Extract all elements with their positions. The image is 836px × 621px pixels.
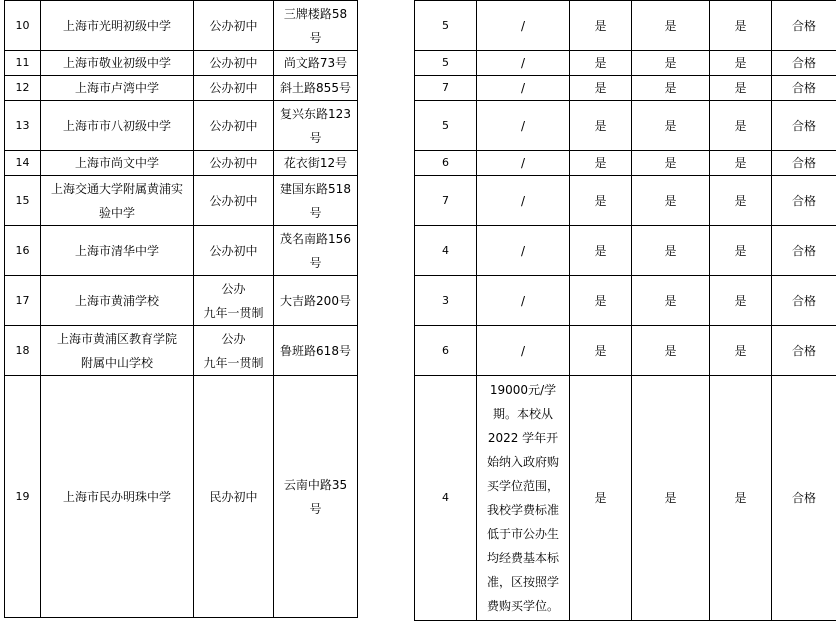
address-cell: 云南中路35 号 (274, 376, 358, 618)
check-cell: 是 (632, 1, 710, 51)
school-type-cell: 公办初中 (194, 176, 274, 226)
class-count-cell: 5 (415, 1, 477, 51)
table-row (415, 326, 836, 376)
table-row (415, 151, 836, 176)
fee-cell: / (477, 226, 570, 276)
row-number-cell: 13 (5, 101, 41, 151)
class-count-cell: 4 (415, 226, 477, 276)
school-type-cell: 公办初中 (194, 51, 274, 76)
result-cell: 合格 (772, 51, 836, 76)
address-cell: 三牌楼路58 号 (274, 1, 358, 51)
table-row (5, 76, 358, 101)
check-cell: 是 (632, 51, 710, 76)
school-name-cell: 上海市黄浦学校 (41, 276, 194, 326)
check-cell: 是 (710, 226, 772, 276)
row-number-cell: 19 (5, 376, 41, 618)
fee-cell: / (477, 76, 570, 101)
check-cell: 是 (710, 326, 772, 376)
check-cell: 是 (710, 101, 772, 151)
address-cell: 茂名南路156 号 (274, 226, 358, 276)
check-cell: 是 (570, 376, 632, 621)
fee-cell: / (477, 176, 570, 226)
class-count-cell: 5 (415, 101, 477, 151)
check-cell: 是 (632, 176, 710, 226)
table-row (415, 176, 836, 226)
address-cell: 复兴东路123 号 (274, 101, 358, 151)
table-row (5, 101, 358, 151)
row-number-cell: 12 (5, 76, 41, 101)
check-cell: 是 (710, 151, 772, 176)
table-row (5, 176, 358, 226)
check-cell: 是 (710, 1, 772, 51)
fee-cell: / (477, 276, 570, 326)
check-cell: 是 (710, 276, 772, 326)
table-row (415, 76, 836, 101)
school-type-cell: 公办初中 (194, 76, 274, 101)
check-cell: 是 (632, 326, 710, 376)
check-cell: 是 (632, 376, 710, 621)
check-cell: 是 (710, 376, 772, 621)
table-row (5, 151, 358, 176)
check-cell: 是 (710, 51, 772, 76)
table-row (415, 51, 836, 76)
school-type-cell: 民办初中 (194, 376, 274, 618)
school-name-cell: 上海市黄浦区教育学院 附属中山学校 (41, 326, 194, 376)
table-row (415, 226, 836, 276)
table-row (415, 1, 836, 51)
check-cell: 是 (570, 326, 632, 376)
check-cell: 是 (632, 101, 710, 151)
table-row (415, 101, 836, 151)
address-cell: 花衣街12号 (274, 151, 358, 176)
school-info-table (4, 0, 358, 618)
class-count-cell: 6 (415, 326, 477, 376)
check-cell: 是 (570, 1, 632, 51)
table-row (5, 276, 358, 326)
result-cell: 合格 (772, 276, 836, 326)
check-cell: 是 (632, 276, 710, 326)
class-count-cell: 3 (415, 276, 477, 326)
school-type-cell: 公办初中 (194, 1, 274, 51)
row-number-cell: 17 (5, 276, 41, 326)
check-cell: 是 (632, 226, 710, 276)
result-cell: 合格 (772, 101, 836, 151)
table-row (5, 326, 358, 376)
result-cell: 合格 (772, 226, 836, 276)
school-name-cell: 上海市敬业初级中学 (41, 51, 194, 76)
row-number-cell: 18 (5, 326, 41, 376)
school-name-cell: 上海交通大学附属黄浦实 验中学 (41, 176, 194, 226)
result-cell: 合格 (772, 76, 836, 101)
check-cell: 是 (570, 176, 632, 226)
address-cell: 建国东路518 号 (274, 176, 358, 226)
fee-cell: / (477, 101, 570, 151)
school-type-cell: 公办初中 (194, 226, 274, 276)
check-cell: 是 (632, 76, 710, 101)
check-cell: 是 (570, 51, 632, 76)
table-row (5, 1, 358, 51)
row-number-cell: 15 (5, 176, 41, 226)
fee-cell: / (477, 326, 570, 376)
table-row (5, 226, 358, 276)
school-name-cell: 上海市光明初级中学 (41, 1, 194, 51)
address-cell: 鲁班路618号 (274, 326, 358, 376)
fee-cell: 19000元/学 期。本校从 2022 学年开 始纳入政府购 买学位范围， 我校学费标准 低于市公办生 均经费基本标 准，区按照学 费购买学位。 (477, 376, 570, 621)
class-count-cell: 6 (415, 151, 477, 176)
row-number-cell: 10 (5, 1, 41, 51)
table-row (5, 51, 358, 76)
school-type-cell: 公办 九年一贯制 (194, 326, 274, 376)
result-cell: 合格 (772, 1, 836, 51)
check-cell: 是 (570, 76, 632, 101)
school-name-cell: 上海市尚文中学 (41, 151, 194, 176)
check-cell: 是 (632, 151, 710, 176)
fee-cell: / (477, 51, 570, 76)
result-cell: 合格 (772, 326, 836, 376)
check-cell: 是 (710, 176, 772, 226)
school-name-cell: 上海市卢湾中学 (41, 76, 194, 101)
school-type-cell: 公办 九年一贯制 (194, 276, 274, 326)
class-count-cell: 7 (415, 176, 477, 226)
address-cell: 尚文路73号 (274, 51, 358, 76)
address-cell: 斜土路855号 (274, 76, 358, 101)
inspection-results-table (414, 0, 836, 621)
row-number-cell: 16 (5, 226, 41, 276)
fee-cell: / (477, 1, 570, 51)
check-cell: 是 (570, 226, 632, 276)
table-row (415, 276, 836, 326)
check-cell: 是 (570, 276, 632, 326)
class-count-cell: 4 (415, 376, 477, 621)
class-count-cell: 5 (415, 51, 477, 76)
fee-cell: / (477, 151, 570, 176)
school-type-cell: 公办初中 (194, 101, 274, 151)
check-cell: 是 (570, 151, 632, 176)
result-cell: 合格 (772, 176, 836, 226)
result-cell: 合格 (772, 151, 836, 176)
result-cell: 合格 (772, 376, 836, 621)
school-name-cell: 上海市民办明珠中学 (41, 376, 194, 618)
school-name-cell: 上海市市八初级中学 (41, 101, 194, 151)
table-row (5, 376, 358, 618)
class-count-cell: 7 (415, 76, 477, 101)
check-cell: 是 (570, 101, 632, 151)
row-number-cell: 11 (5, 51, 41, 76)
address-cell: 大吉路200号 (274, 276, 358, 326)
school-type-cell: 公办初中 (194, 151, 274, 176)
check-cell: 是 (710, 76, 772, 101)
table-row (415, 376, 836, 621)
school-name-cell: 上海市清华中学 (41, 226, 194, 276)
row-number-cell: 14 (5, 151, 41, 176)
